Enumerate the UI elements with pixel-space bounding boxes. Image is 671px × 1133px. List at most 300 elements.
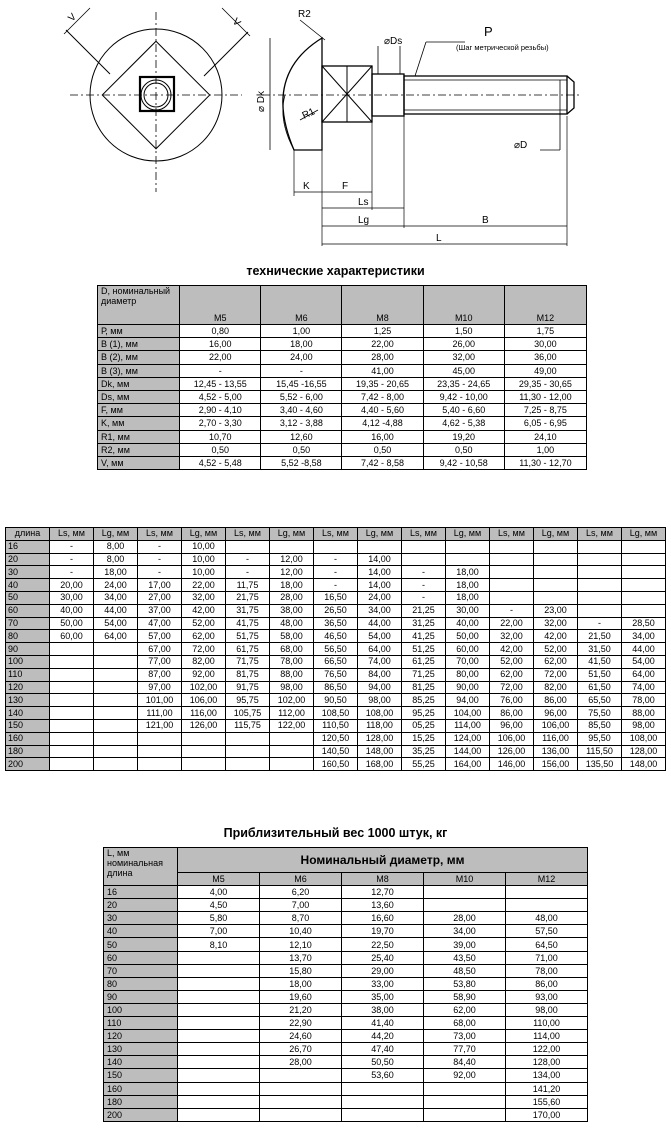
table-cell xyxy=(424,1108,506,1121)
label-lg: Lg xyxy=(358,215,370,226)
table-cell: 71,25 xyxy=(402,668,446,681)
table-cell xyxy=(178,977,260,990)
table-cell: 12,00 xyxy=(270,553,314,566)
table-cell: 68,00 xyxy=(424,1017,506,1030)
table-cell: 11,75 xyxy=(226,579,270,592)
table-cell: 97,00 xyxy=(138,681,182,694)
table-cell: 74,00 xyxy=(358,655,402,668)
table-row xyxy=(6,630,666,643)
table-cell xyxy=(50,707,94,720)
table-cell: 67,00 xyxy=(138,643,182,656)
table-cell: 20,00 xyxy=(50,579,94,592)
table-cell: 136,00 xyxy=(534,745,578,758)
row-label: 130 xyxy=(104,1043,178,1056)
table-row xyxy=(6,540,666,553)
table-cell: 44,00 xyxy=(94,604,138,617)
table-cell: 110,00 xyxy=(506,1017,588,1030)
table-cell: 25,40 xyxy=(342,951,424,964)
table-cell: 62,00 xyxy=(182,630,226,643)
table-cell xyxy=(260,1069,342,1082)
table-cell: 111,00 xyxy=(138,707,182,720)
row-label: Ds, мм xyxy=(98,390,180,403)
table-cell: 22,00 xyxy=(182,579,226,592)
column-header: М10 xyxy=(424,873,506,886)
table-cell xyxy=(490,591,534,604)
table-cell: 18,00 xyxy=(260,977,342,990)
tech-specs-header-row xyxy=(98,286,587,325)
label-dk: ⌀ Dk xyxy=(256,90,267,112)
table-row xyxy=(6,566,666,579)
column-header: Lg, мм xyxy=(446,528,490,541)
table-cell: 70,00 xyxy=(446,655,490,668)
row-label: 60 xyxy=(104,951,178,964)
table-cell: 50,00 xyxy=(446,630,490,643)
table-cell: 26,50 xyxy=(314,604,358,617)
table-row xyxy=(6,553,666,566)
bolt-technical-drawing xyxy=(0,0,671,260)
table-cell: 61,50 xyxy=(578,681,622,694)
table-cell: 106,00 xyxy=(182,694,226,707)
table-cell: 26,70 xyxy=(260,1043,342,1056)
table-cell: 0,50 xyxy=(423,443,504,456)
table-cell: 114,00 xyxy=(446,719,490,732)
table-cell: 22,90 xyxy=(260,1017,342,1030)
table-cell xyxy=(50,681,94,694)
row-label: 40 xyxy=(104,925,178,938)
table-cell xyxy=(270,758,314,771)
table-cell: 77,00 xyxy=(138,655,182,668)
table-cell: 42,00 xyxy=(534,630,578,643)
table-cell xyxy=(342,1108,424,1121)
table-cell: 65,50 xyxy=(578,694,622,707)
table-cell: 7,25 - 8,75 xyxy=(504,404,586,417)
table-cell: 34,00 xyxy=(358,604,402,617)
table-cell: 60,00 xyxy=(50,630,94,643)
table-cell: 148,00 xyxy=(622,758,666,771)
table-cell: 134,00 xyxy=(506,1069,588,1082)
table-cell: 141,20 xyxy=(506,1082,588,1095)
row-label: 60 xyxy=(6,604,50,617)
table-cell: 18,00 xyxy=(270,579,314,592)
table-cell xyxy=(94,668,138,681)
table-row xyxy=(6,745,666,758)
table-cell xyxy=(94,732,138,745)
table-cell xyxy=(178,964,260,977)
row-label: 150 xyxy=(104,1069,178,1082)
label-d: ⌀D xyxy=(514,140,528,151)
table-cell xyxy=(94,719,138,732)
table-cell: 168,00 xyxy=(358,758,402,771)
table-cell: 12,60 xyxy=(261,430,342,443)
table-cell: - xyxy=(50,553,94,566)
table-cell: 35,25 xyxy=(402,745,446,758)
table-cell: 18,00 xyxy=(446,591,490,604)
table-cell: 39,00 xyxy=(424,938,506,951)
table-cell: 92,00 xyxy=(424,1069,506,1082)
table-cell: 108,00 xyxy=(622,732,666,745)
label-ds: ⌀Ds xyxy=(384,36,403,47)
table-row xyxy=(104,951,588,964)
table-cell: 54,00 xyxy=(358,630,402,643)
table-cell: 58,90 xyxy=(424,990,506,1003)
table-row xyxy=(104,1056,588,1069)
table-cell: 10,70 xyxy=(180,430,261,443)
table-cell: 16,00 xyxy=(342,430,423,443)
table-cell: 46,50 xyxy=(314,630,358,643)
table-cell xyxy=(506,899,588,912)
row-label: 80 xyxy=(104,977,178,990)
row-label: 16 xyxy=(104,886,178,899)
table-cell: 18,00 xyxy=(94,566,138,579)
table-cell: 140,50 xyxy=(314,745,358,758)
table-cell: 23,00 xyxy=(534,604,578,617)
table-cell xyxy=(178,1095,260,1108)
table-cell: 61,75 xyxy=(226,643,270,656)
row-label: R2, мм xyxy=(98,443,180,456)
table-cell: 32,00 xyxy=(423,351,504,364)
table-cell: 90,00 xyxy=(446,681,490,694)
table-cell: 44,00 xyxy=(622,643,666,656)
table-cell xyxy=(578,540,622,553)
row-label: 140 xyxy=(104,1056,178,1069)
column-header: М6 xyxy=(260,873,342,886)
column-header: М8 xyxy=(342,873,424,886)
table-cell: - xyxy=(314,579,358,592)
table-cell: 94,00 xyxy=(446,694,490,707)
table-cell: 8,10 xyxy=(178,938,260,951)
table-cell: 91,75 xyxy=(226,681,270,694)
table-cell: 41,00 xyxy=(342,364,423,377)
table-cell: 10,40 xyxy=(260,925,342,938)
table-cell: 11,30 - 12,00 xyxy=(504,390,586,403)
row-label: 30 xyxy=(104,912,178,925)
table-row xyxy=(98,417,587,430)
column-header: Lg, мм xyxy=(182,528,226,541)
row-label: R1, мм xyxy=(98,430,180,443)
table-cell: 95,75 xyxy=(226,694,270,707)
table-cell: 64,50 xyxy=(506,938,588,951)
table-cell: 37,00 xyxy=(138,604,182,617)
table-cell: 26,00 xyxy=(423,338,504,351)
column-header: Lg, мм xyxy=(622,528,666,541)
header-m5: М5 xyxy=(180,286,261,325)
table-cell: 66,50 xyxy=(314,655,358,668)
table-cell: 128,00 xyxy=(506,1056,588,1069)
table-cell: 44,00 xyxy=(358,617,402,630)
table-cell: 16,00 xyxy=(180,338,261,351)
table-cell: 12,45 - 13,55 xyxy=(180,377,261,390)
table-cell: 96,00 xyxy=(534,707,578,720)
table-cell: 19,60 xyxy=(260,990,342,1003)
table-row xyxy=(6,617,666,630)
table-cell xyxy=(446,553,490,566)
row-label: 20 xyxy=(104,899,178,912)
header-m12: М12 xyxy=(504,286,586,325)
table-cell: 126,00 xyxy=(490,745,534,758)
row-label: 90 xyxy=(104,990,178,1003)
table-cell: 51,25 xyxy=(402,643,446,656)
label-p: P xyxy=(484,24,493,39)
table-cell: 13,70 xyxy=(260,951,342,964)
table-cell: 94,00 xyxy=(358,681,402,694)
table-cell: 12,10 xyxy=(260,938,342,951)
table-cell: 24,10 xyxy=(504,430,586,443)
table-cell: 1,00 xyxy=(261,325,342,338)
table-cell: 34,00 xyxy=(622,630,666,643)
row-label: 40 xyxy=(6,579,50,592)
table-cell xyxy=(342,1082,424,1095)
column-header: длина xyxy=(6,528,50,541)
table-cell: 29,00 xyxy=(342,964,424,977)
table-cell: 76,50 xyxy=(314,668,358,681)
table-cell: 41,75 xyxy=(226,617,270,630)
table-cell: 22,50 xyxy=(342,938,424,951)
table-cell: 52,00 xyxy=(490,655,534,668)
table-row xyxy=(6,655,666,668)
table-cell: 82,00 xyxy=(534,681,578,694)
table-cell: 155,60 xyxy=(506,1095,588,1108)
table-cell: 19,35 - 20,65 xyxy=(342,377,423,390)
table-cell: 68,00 xyxy=(270,643,314,656)
table-cell xyxy=(260,1082,342,1095)
row-label: 150 xyxy=(6,719,50,732)
table-cell: 4,62 - 5,38 xyxy=(423,417,504,430)
header-m6: М6 xyxy=(261,286,342,325)
table-cell: 14,00 xyxy=(358,579,402,592)
table-cell: 45,00 xyxy=(423,364,504,377)
table-cell: 106,00 xyxy=(490,732,534,745)
table-cell xyxy=(270,540,314,553)
table-row xyxy=(6,758,666,771)
table-cell xyxy=(226,732,270,745)
table-cell: 53,80 xyxy=(424,977,506,990)
table-cell: - xyxy=(50,540,94,553)
table-cell xyxy=(226,745,270,758)
table-row xyxy=(6,732,666,745)
column-header: Ls, мм xyxy=(50,528,94,541)
table-cell xyxy=(578,553,622,566)
table-cell: 95,25 xyxy=(402,707,446,720)
table-cell: 21,20 xyxy=(260,1003,342,1016)
table-cell: 95,50 xyxy=(578,732,622,745)
table-cell xyxy=(178,1082,260,1095)
table-cell: 49,00 xyxy=(504,364,586,377)
table-cell: 7,42 - 8,58 xyxy=(342,456,423,469)
lengths-table xyxy=(5,527,666,771)
label-p-note: (Шаг метрической резьбы) xyxy=(456,43,549,52)
table-row xyxy=(6,707,666,720)
table-cell xyxy=(50,719,94,732)
table-cell: 85,50 xyxy=(578,719,622,732)
table-cell: 160,50 xyxy=(314,758,358,771)
table-cell: 118,00 xyxy=(358,719,402,732)
table-cell: 16,50 xyxy=(314,591,358,604)
column-header: Ls, мм xyxy=(138,528,182,541)
table-cell: 21,50 xyxy=(578,630,622,643)
table-row xyxy=(104,1108,588,1121)
table-cell: - xyxy=(226,566,270,579)
table-cell xyxy=(50,745,94,758)
table-cell: 36,50 xyxy=(314,617,358,630)
table-cell: 5,40 - 6,60 xyxy=(423,404,504,417)
table-cell: 42,00 xyxy=(490,643,534,656)
table-cell: 0,50 xyxy=(261,443,342,456)
table-cell xyxy=(534,566,578,579)
table-row xyxy=(98,443,587,456)
table-row xyxy=(6,643,666,656)
table-cell: 73,00 xyxy=(424,1030,506,1043)
table-cell: - xyxy=(314,566,358,579)
label-k: K xyxy=(303,181,310,192)
table-cell: 31,25 xyxy=(402,617,446,630)
header-nominal-diameter: D, номинальный диаметр xyxy=(98,286,180,325)
table-cell xyxy=(260,1095,342,1108)
table-cell: 10,00 xyxy=(182,553,226,566)
row-label: F, мм xyxy=(98,404,180,417)
table-row xyxy=(104,899,588,912)
table-cell: 1,25 xyxy=(342,325,423,338)
table-cell: 77,70 xyxy=(424,1043,506,1056)
table-cell: 116,00 xyxy=(182,707,226,720)
table-cell xyxy=(534,540,578,553)
table-cell: 28,00 xyxy=(424,912,506,925)
table-cell xyxy=(94,707,138,720)
table-cell: 24,60 xyxy=(260,1030,342,1043)
table-cell xyxy=(622,591,666,604)
table-cell: 62,00 xyxy=(490,668,534,681)
table-cell: 86,00 xyxy=(506,977,588,990)
table-cell: 96,00 xyxy=(490,719,534,732)
table-cell: 40,00 xyxy=(50,604,94,617)
table-cell: 48,00 xyxy=(270,617,314,630)
row-label: 100 xyxy=(6,655,50,668)
column-header: Lg, мм xyxy=(270,528,314,541)
row-label: 50 xyxy=(6,591,50,604)
table-cell: 34,00 xyxy=(424,925,506,938)
table-row xyxy=(6,591,666,604)
table-cell: 56,50 xyxy=(314,643,358,656)
row-label: B (2), мм xyxy=(98,351,180,364)
table-cell: 18,00 xyxy=(261,338,342,351)
table-cell: 17,00 xyxy=(138,579,182,592)
table-row xyxy=(98,325,587,338)
table-cell: 148,00 xyxy=(358,745,402,758)
table-cell: 32,00 xyxy=(534,617,578,630)
table-cell xyxy=(490,540,534,553)
table-cell: 0,50 xyxy=(342,443,423,456)
row-label: 180 xyxy=(6,745,50,758)
table-cell: - xyxy=(402,566,446,579)
table-cell: 41,40 xyxy=(342,1017,424,1030)
column-header: Lg, мм xyxy=(94,528,138,541)
table-cell: 104,00 xyxy=(446,707,490,720)
table-row xyxy=(98,404,587,417)
table-cell: 43,50 xyxy=(424,951,506,964)
row-label: 16 xyxy=(6,540,50,553)
table-cell: 50,50 xyxy=(342,1056,424,1069)
table-row xyxy=(104,1043,588,1056)
table-cell: 14,00 xyxy=(358,553,402,566)
table-row xyxy=(98,430,587,443)
table-cell: 24,00 xyxy=(94,579,138,592)
table-cell xyxy=(490,579,534,592)
table-cell: 115,75 xyxy=(226,719,270,732)
table-cell: 71,75 xyxy=(226,655,270,668)
table-cell: 10,00 xyxy=(182,566,226,579)
row-label: 90 xyxy=(6,643,50,656)
column-header: М12 xyxy=(506,873,588,886)
table-cell: - xyxy=(180,364,261,377)
table-row xyxy=(104,912,588,925)
table-cell: 15,80 xyxy=(260,964,342,977)
table-cell: 51,50 xyxy=(578,668,622,681)
table-cell: 98,00 xyxy=(506,1003,588,1016)
tech-specs-table xyxy=(97,285,587,470)
row-label: 120 xyxy=(6,681,50,694)
table-cell: 112,00 xyxy=(270,707,314,720)
table-cell xyxy=(50,732,94,745)
table-row xyxy=(104,886,588,899)
table-cell xyxy=(94,643,138,656)
table-cell: 24,00 xyxy=(358,591,402,604)
row-label: 70 xyxy=(6,617,50,630)
table-cell: 124,00 xyxy=(446,732,490,745)
table-row xyxy=(104,1003,588,1016)
table-cell xyxy=(138,732,182,745)
table-cell: 36,00 xyxy=(504,351,586,364)
table-row xyxy=(104,1069,588,1082)
table-row xyxy=(6,668,666,681)
table-cell xyxy=(578,579,622,592)
table-row xyxy=(104,925,588,938)
table-cell: 144,00 xyxy=(446,745,490,758)
column-header: Lg, мм xyxy=(534,528,578,541)
table-cell: 50,00 xyxy=(50,617,94,630)
table-row xyxy=(6,579,666,592)
table-cell: 29,35 - 30,65 xyxy=(504,377,586,390)
table-cell: 98,00 xyxy=(270,681,314,694)
table-cell: 28,00 xyxy=(260,1056,342,1069)
table-cell: 7,42 - 8,00 xyxy=(342,390,423,403)
row-label: B (3), мм xyxy=(98,364,180,377)
table-cell: 57,00 xyxy=(138,630,182,643)
table-cell: 44,20 xyxy=(342,1030,424,1043)
table-cell xyxy=(622,553,666,566)
label-r1: R1 xyxy=(300,106,317,122)
table-cell: - xyxy=(50,566,94,579)
table-cell: - xyxy=(226,553,270,566)
row-label: 70 xyxy=(104,964,178,977)
table-cell xyxy=(178,1030,260,1043)
row-label: 110 xyxy=(104,1017,178,1030)
table-row xyxy=(6,681,666,694)
table-cell xyxy=(342,1095,424,1108)
table-cell xyxy=(424,1082,506,1095)
table-cell: 120,50 xyxy=(314,732,358,745)
table-cell: 1,50 xyxy=(423,325,504,338)
table-row xyxy=(104,1030,588,1043)
column-header: Ls, мм xyxy=(314,528,358,541)
table-cell: 41,50 xyxy=(578,655,622,668)
header-m10: М10 xyxy=(423,286,504,325)
table-cell: 22,00 xyxy=(490,617,534,630)
table-cell: 28,00 xyxy=(270,591,314,604)
table-cell: 92,00 xyxy=(182,668,226,681)
table-cell: 13,60 xyxy=(342,899,424,912)
table-cell: 19,70 xyxy=(342,925,424,938)
table-cell: 86,00 xyxy=(534,694,578,707)
table-cell: 52,00 xyxy=(182,617,226,630)
